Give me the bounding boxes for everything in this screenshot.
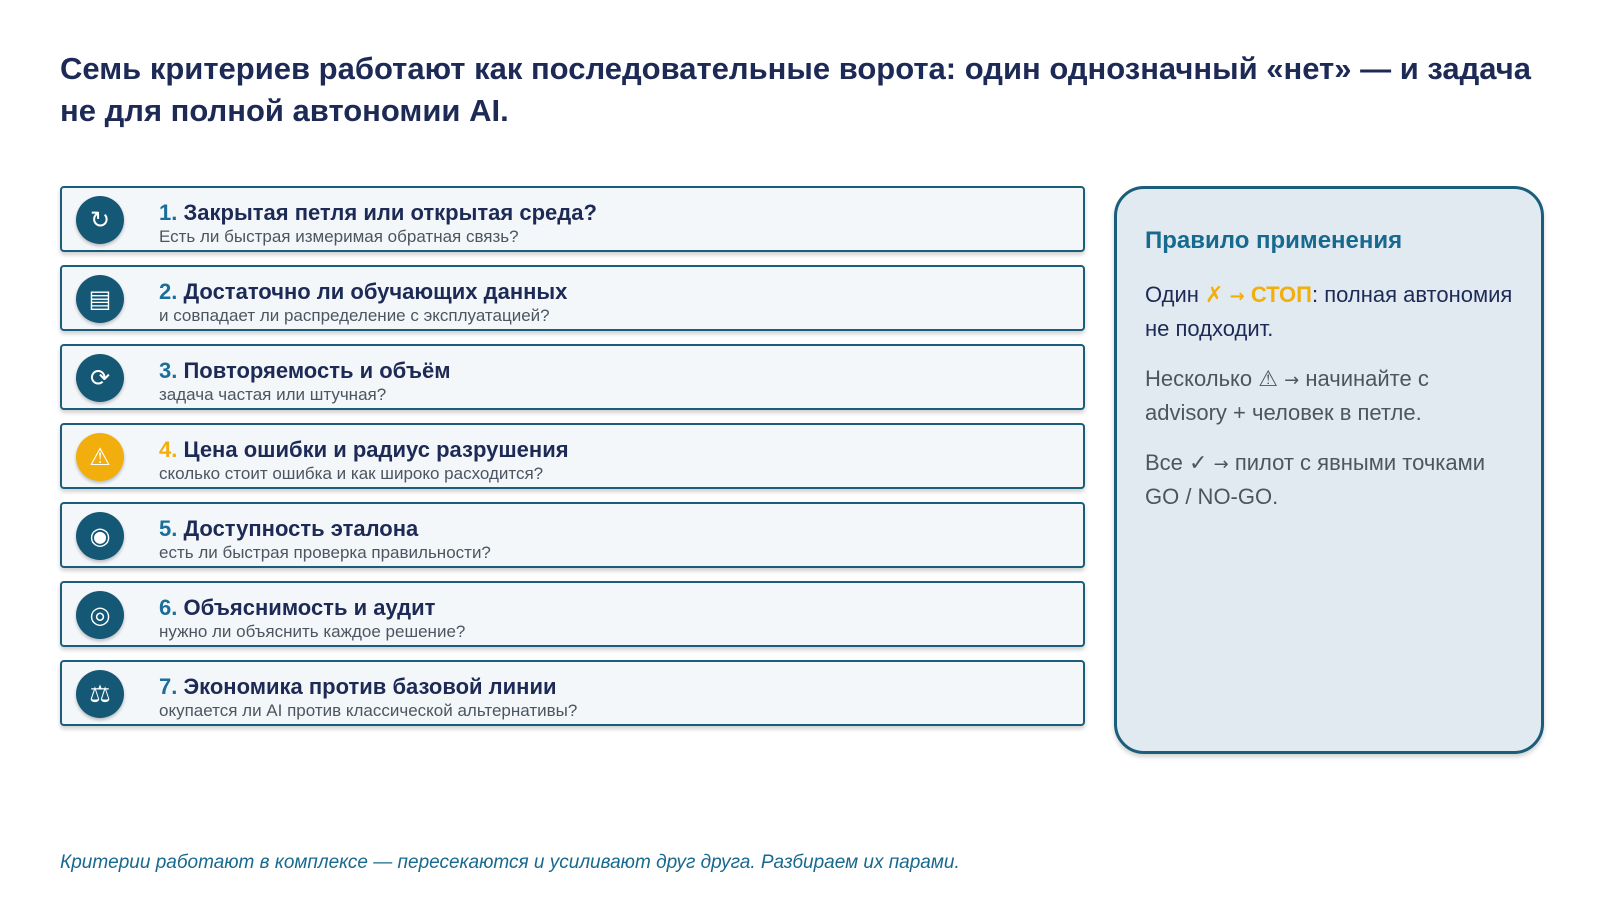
criterion-title — [159, 200, 597, 226]
rule-line-prefix: Один — [1145, 282, 1199, 307]
criterion-number: 6. — [159, 595, 178, 620]
check-icon: ✓ — [1189, 451, 1208, 476]
stop-label: СТОП — [1250, 282, 1312, 307]
criterion-card-7 — [60, 660, 1085, 726]
criterion-title — [159, 674, 577, 700]
loop-icon: ↻ — [76, 196, 124, 244]
target-icon: ◉ — [76, 512, 124, 560]
criterion-card-3 — [60, 344, 1085, 410]
criterion-title-text: Объяснимость и аудит — [183, 595, 436, 620]
criterion-title-text: Повторяемость и объём — [183, 358, 451, 383]
rule-line-all — [1145, 447, 1513, 513]
scales-icon: ⚖ — [76, 670, 124, 718]
arrow-icon: → — [1229, 286, 1245, 307]
rule-heading: Правило применения — [1145, 227, 1403, 254]
footer-note: Критерии работают в комплексе — пересекаются и усиливают друг друга. Разбираем их парами. — [60, 852, 960, 873]
criterion-subtitle: задача частая или штучная? — [159, 385, 387, 404]
criterion-number: 7. — [159, 674, 178, 699]
criterion-title — [159, 279, 567, 305]
warning-icon: ⚠ — [76, 433, 124, 481]
rule-line-text: : полная автономия не подходит. — [1145, 282, 1513, 341]
data-icon: ▤ — [76, 275, 124, 323]
rule-panel — [1114, 186, 1544, 754]
criterion-card-4 — [60, 423, 1085, 489]
slide-title: Семь критериев работают как последовательные ворота: один однозначный «нет» — и задача не для полной автономии AI. — [60, 51, 1532, 128]
criterion-title-text: Цена ошибки и радиус разрушения — [183, 437, 569, 462]
rule-line-stop — [1145, 279, 1513, 345]
criterion-title-text: Экономика против базовой линии — [183, 674, 557, 699]
criterion-title — [159, 516, 491, 542]
warning-icon: ⚠ — [1258, 367, 1279, 392]
rule-line-several — [1145, 363, 1513, 429]
criterion-card-1 — [60, 186, 1085, 252]
criterion-number: 2. — [159, 279, 178, 304]
repeat-icon: ⟳ — [76, 354, 124, 402]
rule-line-prefix: Несколько — [1145, 366, 1253, 391]
cross-icon: ✗ — [1205, 283, 1224, 308]
criterion-card-6 — [60, 581, 1085, 647]
criterion-card-2 — [60, 265, 1085, 331]
rule-line-prefix: Все — [1145, 450, 1183, 475]
criterion-number: 5. — [159, 516, 178, 541]
criterion-title-text: Достаточно ли обучающих данных — [183, 279, 568, 304]
criterion-number: 1. — [159, 200, 178, 225]
criterion-title — [159, 437, 569, 463]
criterion-title-text: Закрытая петля или открытая среда? — [183, 200, 597, 225]
criterion-title — [159, 358, 451, 384]
criterion-subtitle: Есть ли быстрая измеримая обратная связь? — [159, 227, 519, 246]
audit-icon: ◎ — [76, 591, 124, 639]
rule-line-text: пилот с явными точками GO / NO-GO. — [1145, 450, 1486, 509]
criterion-title-text: Доступность эталона — [183, 516, 419, 541]
criterion-subtitle: и совпадает ли распределение с эксплуатацией? — [159, 306, 550, 325]
criterion-title — [159, 595, 465, 621]
criterion-number: 4. — [159, 437, 178, 462]
criterion-number: 3. — [159, 358, 178, 383]
arrow-icon: → — [1213, 454, 1229, 475]
criterion-subtitle: нужно ли объяснить каждое решение? — [159, 622, 466, 641]
criterion-subtitle: окупается ли AI против классической альтернативы? — [159, 701, 578, 720]
criteria-list — [60, 186, 1085, 739]
criterion-subtitle: сколько стоит ошибка и как широко расходится? — [159, 464, 544, 483]
criterion-card-5 — [60, 502, 1085, 568]
rule-line-text: начинайте с advisory + человек в петле. — [1145, 366, 1429, 425]
arrow-icon: → — [1284, 370, 1300, 391]
criterion-subtitle: есть ли быстрая проверка правильности? — [159, 543, 491, 562]
